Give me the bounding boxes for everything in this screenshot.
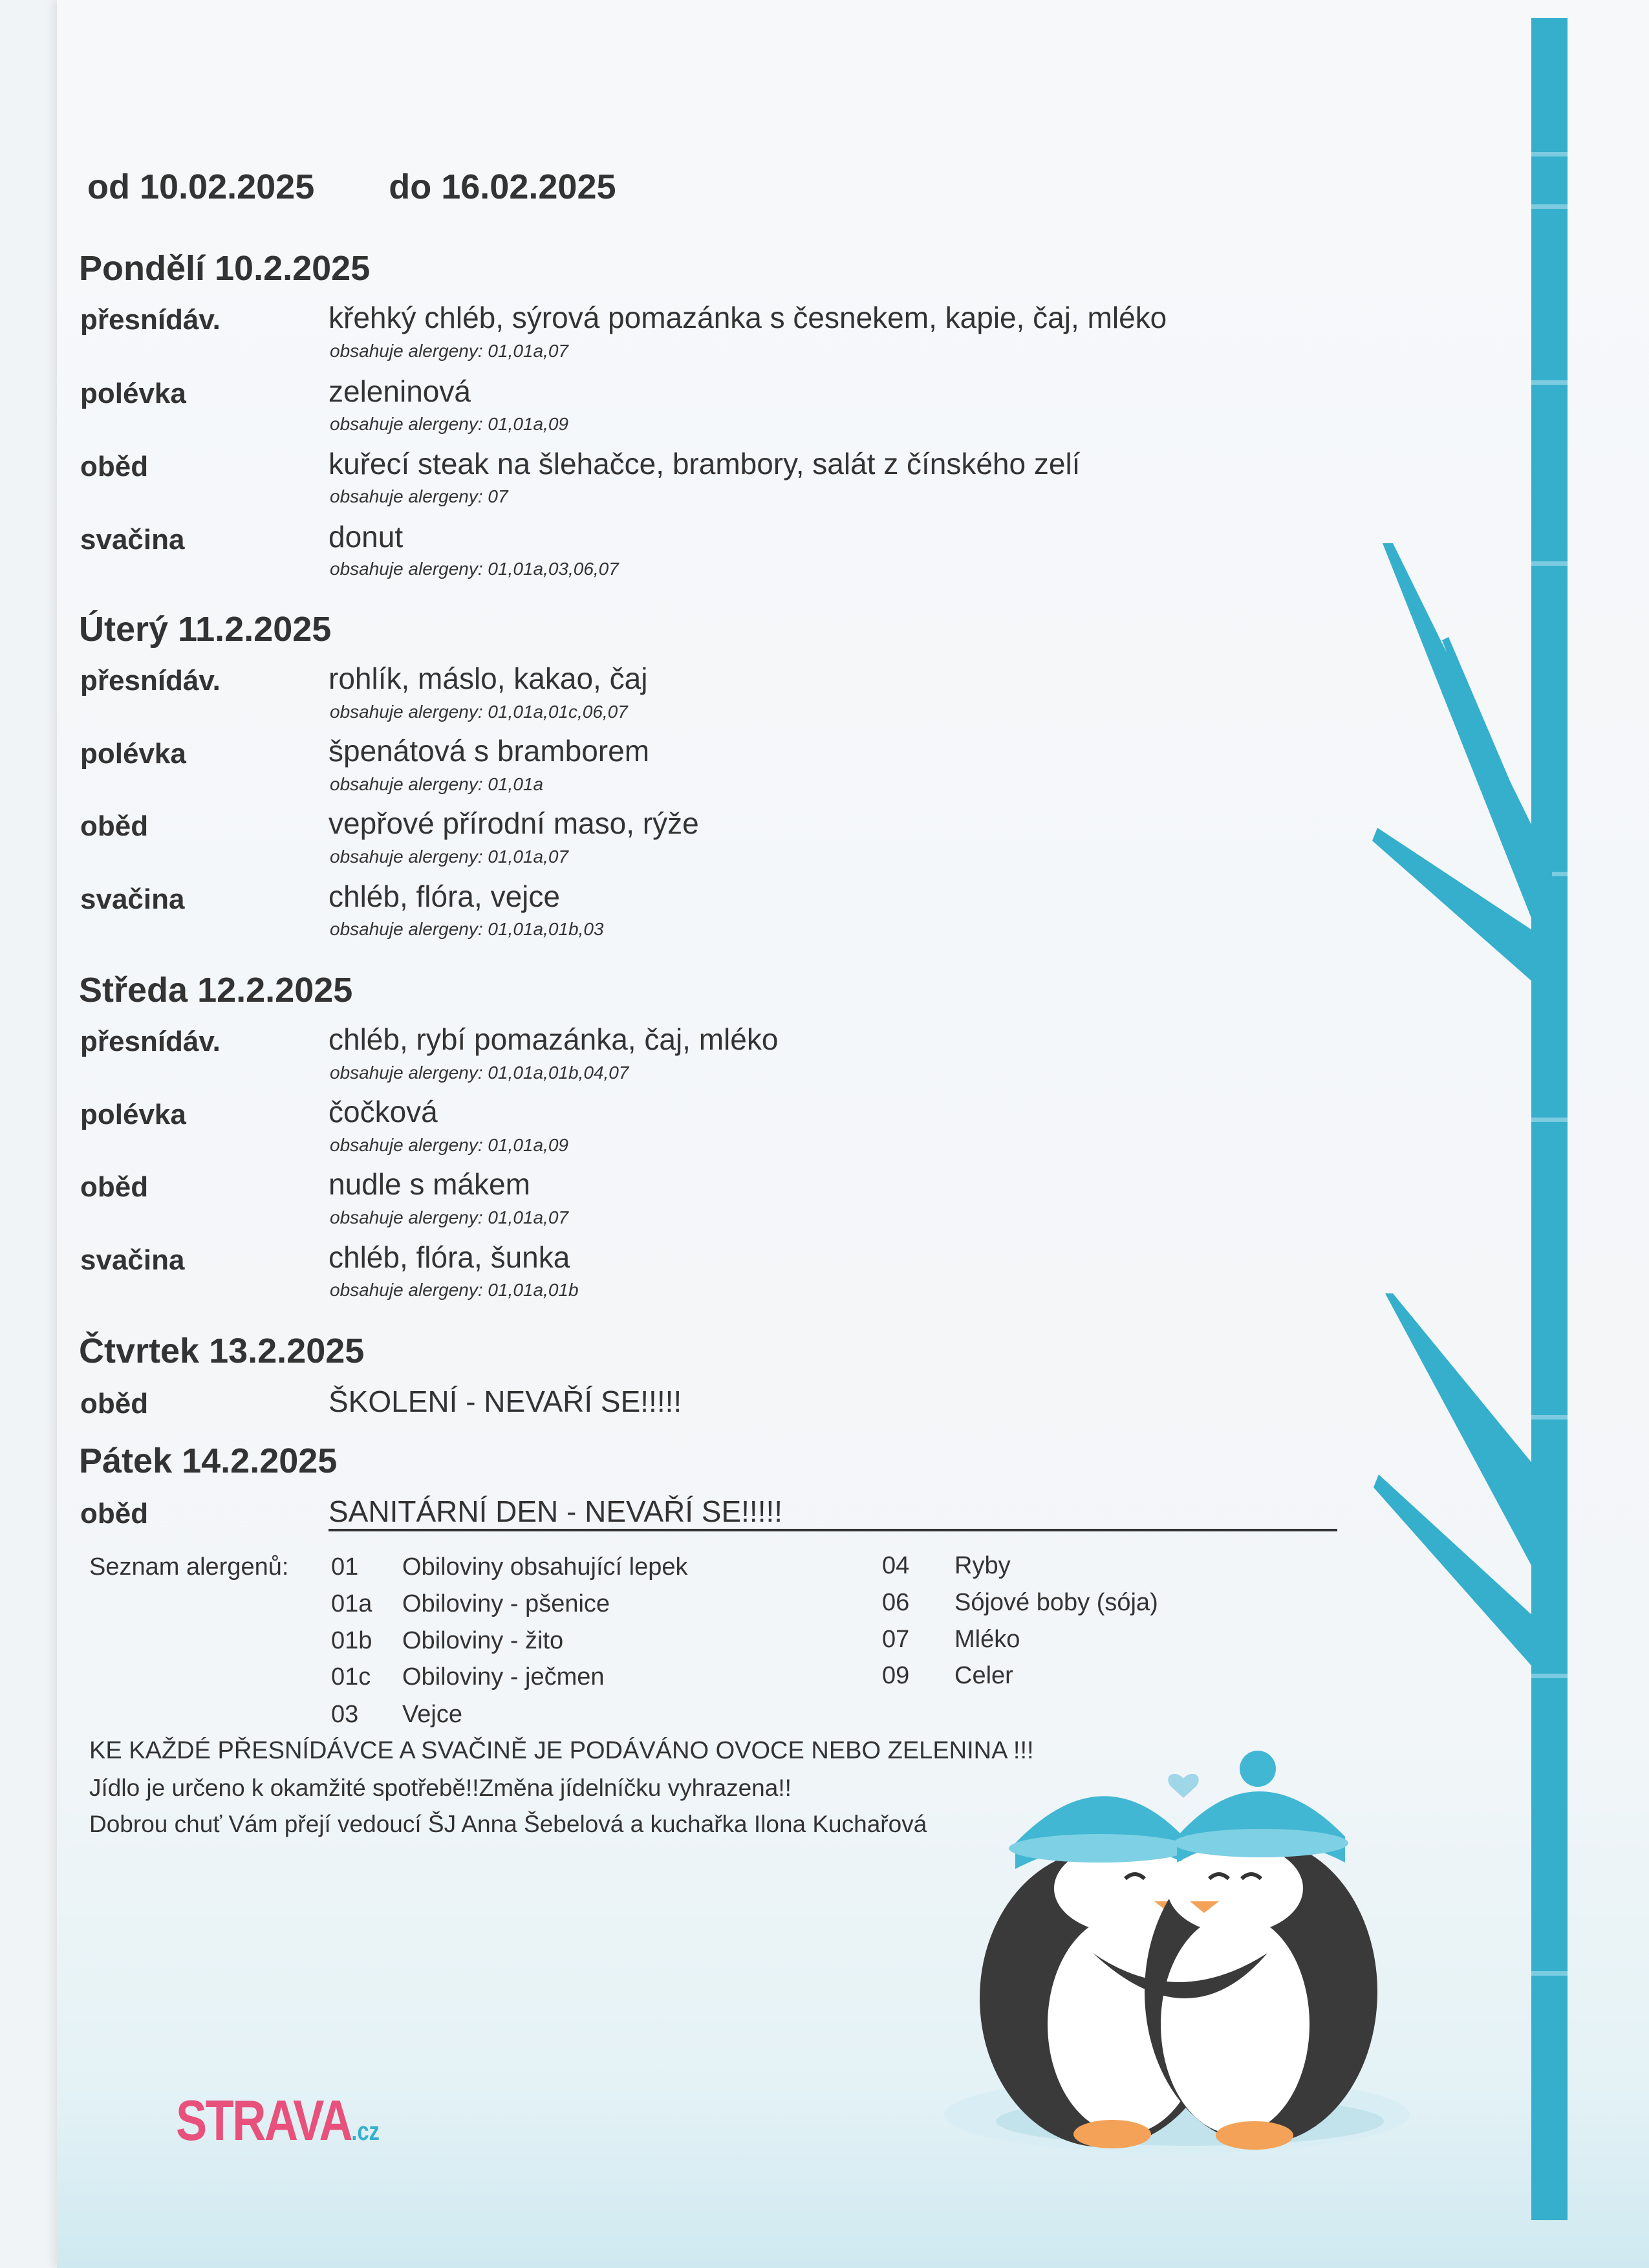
meal-text: chléb, flóra, šunka	[329, 1240, 570, 1274]
allergen-line: obsahuje alergeny: 07	[330, 486, 508, 506]
allergen-line: obsahuje alergeny: 01,01a,01b,04,07	[330, 1063, 629, 1083]
meal-label: oběd	[80, 1498, 149, 1529]
meal-text: čočková	[329, 1095, 438, 1129]
meal-text: kuřecí steak na šlehačce, brambory, salát z čínského zelí	[329, 447, 1081, 481]
legend-name: Obiloviny obsahující lepek	[402, 1553, 688, 1581]
meal-label: oběd	[80, 451, 149, 482]
fruit-note: KE KAŽDÉ PŘESNÍDÁVCE A SVAČINĚ JE PODÁVÁNO OVOCE NEBO ZELENINA !!!	[89, 1737, 1034, 1764]
strava-logo: STRAVA.cz	[176, 2088, 380, 2152]
allergen-line: obsahuje alergeny: 01,01a,09	[330, 414, 568, 434]
allergen-line: obsahuje alergeny: 01,01a,07	[330, 1207, 568, 1227]
penguins-illustration	[931, 1740, 1423, 2154]
meal-label: oběd	[80, 810, 149, 842]
legend-title: Seznam alergenů:	[89, 1553, 289, 1581]
allergen-line: obsahuje alergeny: 01,01a,01b	[330, 1280, 579, 1300]
allergen-line: obsahuje alergeny: 01,01a,01c,06,07	[330, 702, 628, 722]
meal-text: chléb, flóra, vejce	[329, 880, 560, 913]
day-title: Středa 12.2.2025	[79, 971, 353, 1010]
greeting-note: Dobrou chuť Vám přejí vedoucí ŠJ Anna Šebelová a kuchařka Ilona Kuchařová	[89, 1811, 927, 1837]
day-title: Pondělí 10.2.2025	[79, 249, 371, 288]
legend-code: 03	[331, 1701, 359, 1728]
week-range	[87, 167, 681, 207]
day-title: Úterý 11.2.2025	[79, 610, 332, 649]
meal-text: SANITÁRNÍ DEN - NEVAŘÍ SE!!!!!	[329, 1495, 783, 1528]
legend-code: 09	[882, 1662, 910, 1689]
meal-text: zeleninová	[329, 374, 471, 408]
legend-name: Mléko	[954, 1626, 1020, 1653]
legend-code: 07	[882, 1626, 910, 1653]
legend-name: Vejce	[402, 1701, 462, 1728]
meal-label: svačina	[80, 524, 185, 556]
allergen-line: obsahuje alergeny: 01,01a,07	[330, 847, 568, 867]
allergen-line: obsahuje alergeny: 01,01a,07	[330, 341, 568, 361]
day-title: Pátek 14.2.2025	[79, 1442, 338, 1480]
meal-label: svačina	[80, 883, 185, 915]
legend-code: 01b	[331, 1627, 372, 1654]
meal-text: donut	[329, 520, 404, 554]
meal-label: polévka	[80, 1099, 186, 1130]
meal-label: přesnídáv.	[80, 665, 221, 697]
legend-code: 01a	[331, 1590, 372, 1617]
legend-code: 06	[882, 1589, 910, 1616]
meal-label: svačina	[80, 1244, 185, 1276]
meal-text: ŠKOLENÍ - NEVAŘÍ SE!!!!!	[329, 1385, 682, 1418]
meal-label: oběd	[80, 1388, 149, 1420]
meal-label: oběd	[80, 1171, 149, 1203]
meal-label: přesnídáv.	[80, 1026, 221, 1057]
meal-text: vepřové přírodní maso, rýže	[329, 806, 699, 840]
date-from: od 10.02.2025	[87, 167, 315, 206]
divider	[329, 1529, 1337, 1531]
meal-label: polévka	[80, 738, 186, 770]
legend-name: Celer	[954, 1662, 1013, 1689]
legend-name: Obiloviny - pšenice	[402, 1590, 610, 1617]
meal-text: nudle s mákem	[329, 1167, 530, 1201]
tree-branches	[1358, 517, 1578, 1681]
allergen-line: obsahuje alergeny: 01,01a,03,06,07	[330, 559, 619, 579]
meal-text: rohlík, máslo, kakao, čaj	[329, 662, 648, 695]
legend-code: 04	[882, 1552, 910, 1579]
meal-text: křehký chléb, sýrová pomazánka s česnekem, kapie, čaj, mléko	[329, 301, 1167, 334]
meal-label: přesnídáv.	[80, 304, 221, 336]
meal-text: špenátová s bramborem	[329, 734, 650, 768]
allergen-line: obsahuje alergeny: 01,01a,01b,03	[330, 919, 604, 939]
legend-name: Obiloviny - ječmen	[402, 1663, 605, 1690]
meal-label: polévka	[80, 378, 186, 409]
legend-name: Obiloviny - žito	[402, 1627, 564, 1654]
meal-text: chléb, rybí pomazánka, čaj, mléko	[329, 1022, 779, 1056]
legend-name: Ryby	[954, 1552, 1011, 1579]
day-title: Čtvrtek 13.2.2025	[79, 1332, 365, 1370]
legend-code: 01	[331, 1553, 359, 1581]
allergen-line: obsahuje alergeny: 01,01a,09	[330, 1135, 568, 1155]
allergen-line: obsahuje alergeny: 01,01a	[330, 774, 544, 794]
date-to: do 16.02.2025	[389, 167, 616, 206]
legend-name: Sójové boby (sója)	[954, 1589, 1158, 1616]
consumption-note: Jídlo je určeno k okamžité spotřebě!!Změna jídelníčku vyhrazena!!	[89, 1775, 792, 1801]
legend-code: 01c	[331, 1663, 371, 1690]
